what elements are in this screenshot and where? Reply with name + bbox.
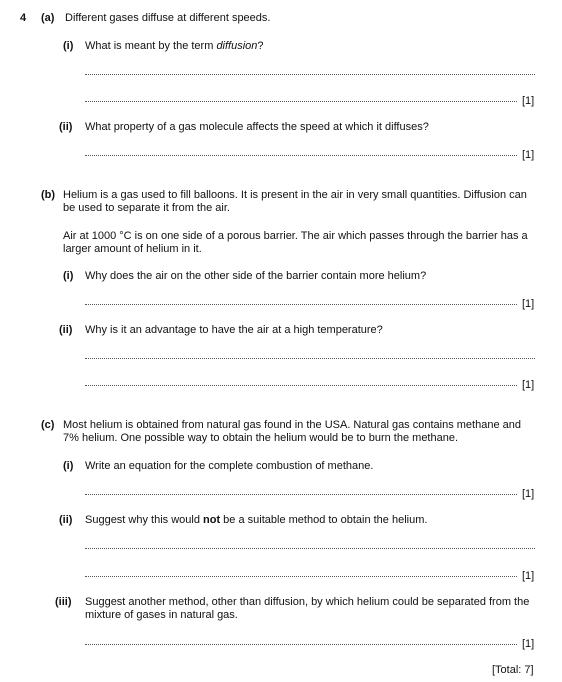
part-b-info: Air at 1000 °C is on one side of a porous barrier. The air which passes through the barrier has a larger amount of helium in it.: [63, 230, 528, 255]
part-a-i-label: (i): [63, 40, 74, 52]
answer-line-a-i-1[interactable]: [85, 74, 535, 75]
mark-b-ii: [1]: [522, 379, 535, 391]
part-b-label: (b): [41, 189, 56, 201]
mark-a-ii: [1]: [522, 149, 535, 161]
answer-line-c-iii[interactable]: [85, 644, 517, 645]
part-c-stem: Most helium is obtained from natural gas found in the USA. Natural gas contains methane and 7% helium. One possible way to obtain the helium would be to burn the methane.: [63, 419, 521, 444]
part-c-i-label: (i): [63, 460, 74, 472]
part-a-ii-question: What property of a gas molecule affects the speed at which it diffuses?: [85, 121, 429, 133]
answer-line-a-ii[interactable]: [85, 155, 517, 156]
total-marks: [Total: 7]: [492, 664, 534, 676]
part-c-i-question: Write an equation for the complete combustion of methane.: [85, 460, 374, 472]
part-c-ii-question: [85, 514, 427, 526]
part-c-ii-text-before: Suggest why this would: [85, 514, 204, 526]
answer-line-c-i[interactable]: [85, 494, 517, 495]
part-c-iii-label: (iii): [55, 596, 72, 608]
answer-line-a-i-2[interactable]: [85, 101, 517, 102]
part-b-stem: Helium is a gas used to fill balloons. It is present in the air in very small quantities. Diffusion can be used to separate it from the air.: [63, 189, 527, 214]
answer-line-c-ii-1[interactable]: [85, 548, 535, 549]
part-c-iii-question: Suggest another method, other than diffusion, by which helium could be separated from the mixture of gases in natural gas.: [85, 596, 530, 621]
part-c-label: (c): [41, 419, 55, 431]
answer-line-c-ii-2[interactable]: [85, 576, 517, 577]
part-a-i-question: [85, 40, 264, 52]
part-c-ii-text-after: be a suitable method to obtain the helium.: [220, 514, 428, 526]
question-number: 4: [20, 12, 27, 24]
answer-line-b-ii-1[interactable]: [85, 358, 535, 359]
part-c-ii-label: (ii): [59, 514, 73, 526]
mark-b-i: [1]: [522, 298, 535, 310]
mark-a-i: [1]: [522, 95, 535, 107]
part-b-i-question: Why does the air on the other side of the barrier contain more helium?: [85, 270, 427, 282]
answer-line-b-ii-2[interactable]: [85, 385, 517, 386]
part-c-ii-emphasis: not: [203, 514, 221, 526]
part-a-ii-label: (ii): [59, 121, 73, 133]
part-a-i-term: diffusion: [216, 40, 258, 52]
answer-line-b-i[interactable]: [85, 304, 517, 305]
part-a-label: (a): [41, 12, 55, 24]
part-a-stem: Different gases diffuse at different speeds.: [65, 12, 271, 24]
part-b-ii-label: (ii): [59, 324, 73, 336]
mark-c-iii: [1]: [522, 638, 535, 650]
part-b-i-label: (i): [63, 270, 74, 282]
part-a-i-text-before: What is meant by the term: [85, 40, 217, 52]
mark-c-ii: [1]: [522, 570, 535, 582]
part-a-i-text-after: ?: [257, 40, 264, 52]
part-b-ii-question: Why is it an advantage to have the air at a high temperature?: [85, 324, 383, 336]
mark-c-i: [1]: [522, 488, 535, 500]
